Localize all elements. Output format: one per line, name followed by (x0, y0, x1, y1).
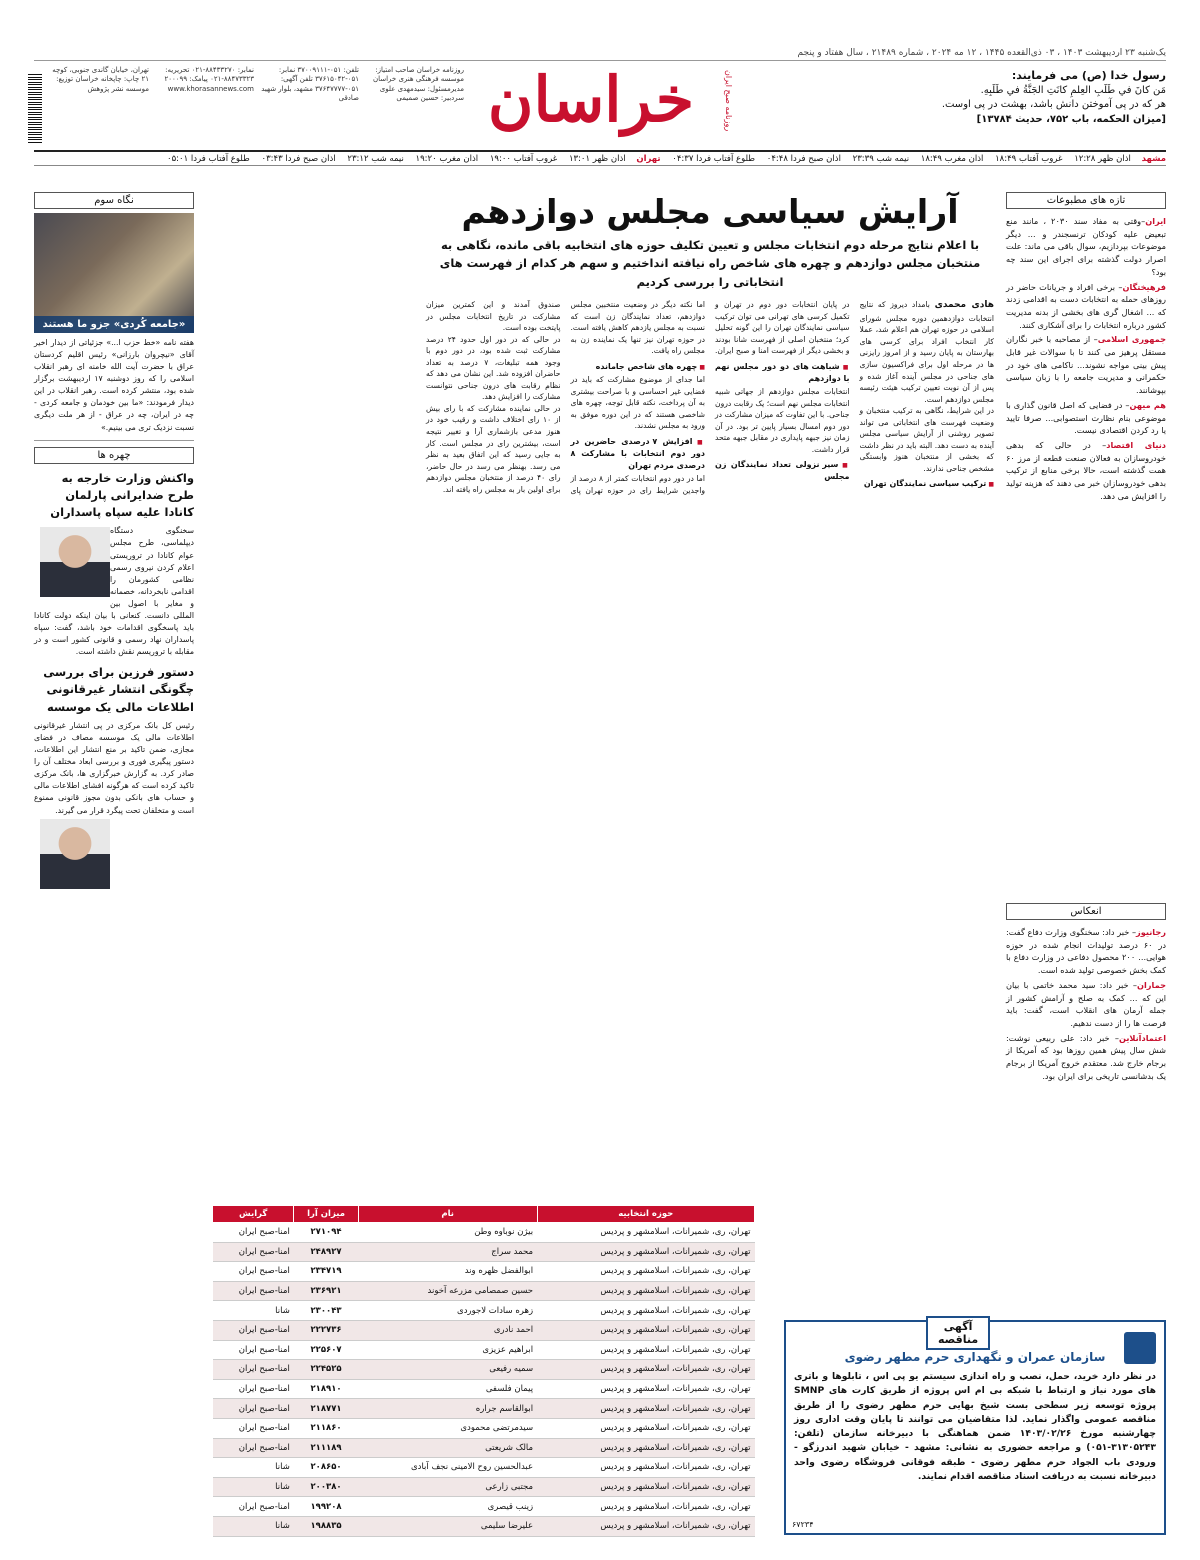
article-paragraph: در این شرایط، نگاهی به ترکیب منتخبان و وضعیت فهرست های انتخاباتی می تواند تصویر روشنی از آرایش سیاسی مجلس آینده به دست دهد. البته باید در نظر داشت که بخشی از منتخبان هنوز وابستگی مشخص جناحی ندارند. (859, 406, 994, 473)
news-photo[interactable] (34, 213, 194, 333)
results-table (212, 1205, 755, 1537)
district-cell: تهران، ری، شمیرانات، اسلامشهر و پردیس (537, 1516, 754, 1536)
press-item[interactable] (1006, 399, 1166, 437)
district-cell: تهران، ری، شمیرانات، اسلامشهر و پردیس (537, 1360, 754, 1380)
name-cell: سمیه رفیعی (358, 1360, 537, 1380)
article-subheading: ■ افزایش ۷ درصدی حاضرین در دور دوم انتخابات با مشارکت ۸ درصدی مردم تهران (571, 436, 706, 472)
table-row (213, 1438, 755, 1458)
hadith-arabic: مَن كانَ في طَلَبِ العِلمِ كانَتِ الجَنَّةُ في طَلَبِهِ. (980, 84, 1166, 96)
name-cell: مالک شریعتی (358, 1438, 537, 1458)
affiliation-cell: امنا-صبح ایران (213, 1223, 294, 1243)
table-row (213, 1340, 755, 1360)
table-row (213, 1223, 755, 1243)
table-row (213, 1516, 755, 1536)
name-cell: پیمان فلسفی (358, 1379, 537, 1399)
votes-cell: ۱۹۹۲۰۸ (294, 1497, 358, 1517)
affiliation-cell: امنا-صبح ایران (213, 1438, 294, 1458)
article-subheading: ■ ترکیب سیاسی نمایندگان تهران (860, 478, 995, 490)
district-cell: تهران، ری، شمیرانات، اسلامشهر و پردیس (537, 1399, 754, 1419)
barcode-icon (28, 74, 42, 144)
article-body (426, 299, 994, 1284)
ad-badge-type: مناقصه (938, 1333, 979, 1347)
votes-cell: ۲۰۸۶۵۰ (294, 1458, 358, 1478)
imprint-col: تهران، خیابان گاندی جنوبی، کوچه ۲۱ چاپ: چاپخانه خراسان توزیع: موسسه نشر پژوهش (52, 66, 149, 93)
masthead (34, 60, 1166, 148)
article-paragraph: در حالی که در دور اول حدود ۲۴ درصد مشارکت ثبت شده بود، در دور دوم با وجود همه تبلیغات، ۷ درصد به تعداد حاضران افزوده شد. این نشان می دهد که نظام رقابت های درون جناحی نتوانست مشارکت را افزایش دهد. (426, 334, 561, 402)
votes-cell: ۲۴۸۹۲۷ (294, 1242, 358, 1262)
reflection-item[interactable] (1006, 1032, 1166, 1083)
votes-cell: ۱۹۸۸۳۵ (294, 1516, 358, 1536)
press-source: ایران (1145, 216, 1166, 226)
city-mashhad: مشهد (1141, 154, 1166, 164)
affiliation-cell: امنا-صبح ایران (213, 1340, 294, 1360)
votes-cell: ۲۱۸۹۱۰ (294, 1379, 358, 1399)
table-row (213, 1418, 755, 1438)
name-cell: ابوالقاسم جراره (358, 1399, 537, 1419)
district-cell: تهران، ری، شمیرانات، اسلامشهر و پردیس (537, 1262, 754, 1282)
left-column (34, 192, 194, 891)
name-cell: احمد نادری (358, 1320, 537, 1340)
press-source: هم میهن (1129, 399, 1166, 410)
news-body (34, 720, 194, 817)
name-cell: سیدمرتضی محمودی (358, 1418, 537, 1438)
press-source: فرهیختگان (1122, 281, 1166, 292)
district-cell: تهران، ری، شمیرانات، اسلامشهر و پردیس (537, 1301, 754, 1321)
article-paragraph: اما در دور دوم انتخابات کمتر از ۸ درصد از واجدین شرایط رای در حوزه تهران پای صندوق آمدند و این کمترین میزان مشارکت در تاریخ انتخابات مجلس در پایتخت بوده است. (426, 300, 705, 495)
article-subheading: ■ سیر نزولی تعداد نمایندگان زن مجلس (715, 459, 850, 483)
reflection-item[interactable] (1006, 979, 1166, 1030)
ad-body: در نظر دارد خرید، حمل، نصب و راه اندازی سیستم یو پی اس ، تابلوها و باتری های مورد نیاز و ارتباط با شبکه بی ام اس پروژه از طریق کارت های SMNP پروژه توسعه زیر سطحی بست شیخ بهایی حرم مطهر رضوی را از طریق مناقصه عمومی واگذار نماید. لذا متقاضیان می توانند تا پایان وقت اداری روز چهارشنبه مورخ ۱۴۰۳/۰۲/۲۶ ضمن هماهنگی با دبیرخانه سازمان (تلفن: ۳۱۳۰۵۲۴۳-۰۵۱) و مراجعه حضوری به نشانی: مشهد - خیابان شهید اندرزگو - ورودی باب الجواد حرم مطهر رضوی - طبقه فوقانی فروشگاه رضوی واحد دبیرخانه نسبت به دریافت اسناد مناقصه اقدام نمایند. (794, 1371, 1156, 1482)
photo-story: هفته نامه «خط حزب ا...» جزئیاتی از دیدار اخیر آقای «نیچروان بارزانی» رئیس اقلیم کردستان عراق با حضرت آیت الله خامنه ای رهبر انقلاب اسلامی را که روز دوشنبه ۱۷ اردیبهشت برگزار شده بود، منتشر کرده است. رهبر انقلاب در این دیدار فرمودند: «ما بین خودمان و جامعه کردی - چه در ایران، چه در عراق - از هر ملت دیگری نسبت نزدیک تری می بینیم.» (34, 338, 194, 432)
reflection-source: اعتمادآنلاین (1118, 1032, 1166, 1043)
article-subheading: ■ چهره های شاخص جامانده (571, 361, 706, 373)
article-paragraph: در پایان انتخابات دور دوم در تهران و تکمیل کرسی های تهرانی می توان ترکیب سیاسی نمایندگان تهران را این گونه تحلیل کرد؛ منتخبان اصلی از فهرست شانا بودند و بخشی دیگر از فهرست امنا و صبح ایران. (715, 300, 850, 356)
hadith-persian: هر كه در پى آموختن دانش باشد، بهشت در پى اوست. (941, 99, 1166, 111)
photo-caption: «جامعه کُردی» جزو ما هستند (34, 316, 194, 333)
news-text: رئیس کل بانک مرکزی در پی انتشار غیرقانونی اطلاعات مالی یک موسسه مصاف در فضای مجازی، ضمن تاکید بر منع انتشار این اطلاعات، دستور پیگیری فوری و بررسی ابعاد مختلف آن را صادر کرد. به گزارش خبرگزاری ها، بانک مرکزی تاکید کرده است که هرگونه افشای اطلاعات مالی و حساب های بانکی بدون مجوز قانونی ممنوع است و متخلفان تحت پیگرد قرار می گیرند. (34, 720, 194, 815)
article-paragraph: در حالی نماینده مشارکت که با رای بیش از ۱۰ رای اختلاف داشت و رقیب خود در هنوز مدعی بازشماری آرا و تغییر نتیجه است، بیشترین رای در مجلس است. کار به جایی رسید که این اتفاق بعید به نظر می رسد. بهنظر می رسد در حال حاضر، رای ۴۰ درصد از منتخبان مجلس دوازدهم برای اولین بار به مجلس راه یافته اند. (426, 403, 561, 494)
press-text: – در فضایی که اصل قانون گذاری با موضوعی بنام نظارت استصوابی... صرفا تایید یا رد کردن اقتصادی نیست. (1006, 399, 1166, 436)
article-paragraph: انتخابات مجلس دوازدهم از جهاتی شبیه انتخابات مجلس نهم است؛ یک رقابت درون جناحی. با این تفاوت که میزان مشارکت در دور دوم امسال بسیار پایین تر بود. در آن زمان نیز جبهه پایداری در مقابل جبهه متحد قرار داشت. (715, 387, 850, 454)
spokesman-portrait (40, 527, 110, 597)
name-cell: عبدالحسین روح الامینی نجف آبادی (358, 1458, 537, 1478)
affiliation-cell: امنا-صبح ایران (213, 1497, 294, 1517)
prayer-time: غروب آفتاب ۱۸:۴۹ (995, 154, 1063, 164)
ad-badge-label: آگهی (943, 1320, 973, 1333)
imprint-col: روزنامه خراسان صاحب امتیاز: موسسه فرهنگی هنری خراسان مدیرمسئول: سیدمهدی علوی سردبیر: حسین صمیمی (372, 66, 464, 103)
tender-advertisement[interactable] (784, 1320, 1166, 1535)
affiliation-cell: شانا (213, 1301, 294, 1321)
article-paragraph: بامداد دیروز که نتایج انتخابات دوازدهمین دوره مجلس شورای اسلامی در حوزه تهران هم اعلام شد، عملا کار انتخاب افراد برای کرسی های بهارستان به پایان رسید و از امروز رایزنی ها در مرحله اول برای فراکسیون سازی های جناحی در مجلس آینده آغاز شده و پس از آن نوبت تعیین ترکیب هیئت رئیسه مجلس دوازدهم است. (859, 300, 994, 404)
name-cell: مجتبی زارعی (358, 1477, 537, 1497)
press-item[interactable] (1006, 281, 1166, 332)
prayer-time: طلوع آفتاب فردا ۰۵:۰۱ (167, 154, 250, 164)
district-cell: تهران، ری، شمیرانات، اسلامشهر و پردیس (537, 1438, 754, 1458)
district-cell: تهران، ری، شمیرانات، اسلامشهر و پردیس (537, 1320, 754, 1340)
affiliation-cell: امنا-صبح ایران (213, 1360, 294, 1380)
table-row (213, 1320, 755, 1340)
district-cell: تهران، ری، شمیرانات، اسلامشهر و پردیس (537, 1242, 754, 1262)
dateline: یک‌شنبه ۲۳ اردیبهشت ۱۴۰۳ ،‌ ۰۳ ذی‌القعده ۱۴۴۵ ،‌ ۱۲ مه ۲۰۲۴ ، شماره ۲۱۴۸۹ ، سال هفتاد و پنجم (34, 48, 1166, 61)
table-row (213, 1281, 755, 1301)
table-row (213, 1458, 755, 1478)
reflection-text: – خبر داد: علی ربیعی نوشت: شش سال پیش همین روزها بود که آمریکا از برجام خارج شد. معتقدم خروج آمریکا از برجام یک بدشانسی تاریخی برای ایران بود. (1006, 1032, 1166, 1081)
imprint-col: نمابر: ۸۸۴۳۳۲۷۰-۰۲۱ تحریریه: ۸۸۴۷۳۳۲۳-۰۲۱ پیامک: ۲۰۰۰۹۹ www.khorasannews.com (164, 66, 254, 93)
name-cell: زهره سادات لاجوردی (358, 1301, 537, 1321)
prayer-time: اذان ظهر ۱۲:۲۸ (1074, 154, 1131, 164)
logo-text: خراسان (487, 63, 695, 136)
affiliation-cell: امنا-صبح ایران (213, 1242, 294, 1262)
city-tehran: تهران (636, 154, 661, 164)
hadith-box (876, 68, 1166, 127)
article-lead: با اعلام نتایج مرحله دوم انتخابات مجلس و تعیین تکلیف حوزه های انتخابیه باقی مانده، نگاهی به منتخبان مجلس دوازدهم و چهره های شاخص راه نیافته انداختیم و سهم هر کدام از فهرست های انتخاباتی را بررسی کردیم (439, 238, 981, 289)
reflection-section (1006, 903, 1166, 1084)
affiliation-cell: امنا-صبح ایران (213, 1379, 294, 1399)
article-paragraph: اما نکته دیگر در وضعیت منتخبین مجلس دوازدهم، تعداد نمایندگان زن است که نسبت به مجلس یازدهم کاهش یافته است. در حوزه تهران نیز تنها یک نماینده زن به مجلس راه یافت. (570, 300, 705, 356)
ad-badge (926, 1316, 990, 1350)
affiliation-cell: امنا-صبح ایران (213, 1399, 294, 1419)
press-text: – از مصاحبه با خبر نگاران مستقل پرهیز می کنند تا با سوالات غیر قابل پیش بینی مواجه نشوند... ناکامی های خود در حکمرانی و مدیریت جامعه را با زبان سیاسی بپوشانند. (1006, 334, 1166, 396)
logo-subtitle: روزنامه صبح ایران (724, 70, 733, 132)
reflection-title: انعکاس (1006, 903, 1166, 920)
ad-organization: سازمان عمران و نگهداری حرم مطهر رضوی (844, 1350, 1106, 1364)
faces-title: چهره ها (34, 447, 194, 464)
prayer-time: نیمه شب ۲۳:۳۹ (852, 154, 910, 164)
article-paragraph: اما جدای از موضوع مشارکت که باید در فضایی غیر احساسی و با صراحت بیشتری به آن پرداخت، نکته قابل توجه، چهره های شاخصی هستند که در این دوره موفق به ورود به مجلس نشدند. (570, 374, 705, 431)
imprint-info (34, 66, 464, 104)
district-cell: تهران، ری، شمیرانات، اسلامشهر و پردیس (537, 1477, 754, 1497)
press-item[interactable] (1006, 215, 1166, 279)
votes-cell: ۲۷۱۰۹۴ (294, 1223, 358, 1243)
press-text: – در حالی که بدهی خودروسازان به فعالان صنعت قطعه از مرز ۶۰ همت گذشته است، حالا برخی منابع از ترکیب بدهی خودروسازان خبر می دهند که هزینه تولید را افزایش می دهد. (1006, 439, 1166, 501)
hadith-reference: [میزان الحکمه، باب ۷۵۲، حدیث ۱۳۷۸۴] (976, 113, 1166, 125)
press-source: دنیای اقتصاد (1106, 439, 1167, 450)
main-article (426, 192, 994, 1284)
affiliation-cell: شانا (213, 1458, 294, 1478)
votes-cell: ۲۱۱۱۸۹ (294, 1438, 358, 1458)
table-row (213, 1399, 755, 1419)
district-cell: تهران، ری، شمیرانات، اسلامشهر و پردیس (537, 1281, 754, 1301)
article-title[interactable]: آرایش سیاسی مجلس دوازدهم (461, 192, 959, 231)
name-cell: بیژن نوباوه وطن (358, 1223, 537, 1243)
prayer-time: اذان مغرب ۱۸:۴۹ (920, 154, 984, 164)
table-row (213, 1262, 755, 1282)
press-item[interactable] (1006, 333, 1166, 397)
district-cell: تهران، ری، شمیرانات، اسلامشهر و پردیس (537, 1418, 754, 1438)
organization-logo-icon (1124, 1332, 1156, 1364)
votes-cell: ۲۱۸۷۷۱ (294, 1399, 358, 1419)
prayer-time: اذان صبح فردا ۰۳:۴۳ (261, 154, 336, 164)
name-cell: ابوالفضل ظهره وند (358, 1262, 537, 1282)
reflection-text: – خبر داد: سخنگوی وزارت دفاع گفت: در ۶۰ درصد تولیدات انجام شده در حوزه هوایی... ۲۰۰ محصول دفاعی در وزارت دفاع با کمک بخش خصوصی تولید شده است. (1006, 927, 1167, 976)
press-review-sidebar (1006, 192, 1166, 504)
votes-cell: ۲۳۶۹۲۱ (294, 1281, 358, 1301)
table-row (213, 1497, 755, 1517)
name-cell: علیرضا سلیمی (358, 1516, 537, 1536)
table-row (213, 1301, 755, 1321)
ad-code: ۶۷۲۳۴ (792, 1520, 814, 1529)
reflection-item[interactable] (1006, 926, 1166, 977)
news-headline[interactable]: دستور فرزین برای بررسی چگونگی انتشار غیرقانونی اطلاعات مالی یک موسسه (43, 665, 194, 714)
votes-cell: ۲۱۱۸۶۰ (294, 1418, 358, 1438)
press-text: – برخی افراد و جریانات حاضر در روزهای حمله به انتخابات دست به اقدامی زدند که ... اشغال گری های بخشی از بدنه مدیریت کشور درباره انتخابات را برای آشکاری کنند. (1006, 281, 1166, 330)
third-view-title: نگاه سوم (34, 192, 194, 209)
column-header: حوزه انتخابیه (537, 1206, 754, 1223)
prayer-time: اذان صبح فردا ۰۴:۴۸ (766, 154, 841, 164)
votes-cell: ۲۳۴۷۱۹ (294, 1262, 358, 1282)
table-row (213, 1477, 755, 1497)
column-header: میزان آرا (294, 1206, 358, 1223)
table-row (213, 1360, 755, 1380)
news-headline[interactable]: واکنش وزارت خارجه به طرح ضدایرانی پارلمان کانادا علیه سپاه پاسداران (50, 470, 194, 520)
reflection-source: رجانیوز (1136, 927, 1166, 937)
district-cell: تهران، ری، شمیرانات، اسلامشهر و پردیس (537, 1458, 754, 1478)
affiliation-cell: امنا-صبح ایران (213, 1262, 294, 1282)
name-cell: حسین صمصامی مزرعه آخوند (358, 1281, 537, 1301)
table-header-row (213, 1206, 755, 1223)
news-text: سخنگوی دستگاه دیپلماسی، طرح مجلس عوام کانادا در تروریستی اعلام کردن نیروی رسمی نظامی کشورمان را اقدامی نابخردانه، خصمانه و مغایر با اصول بین المللی دانست. کنعانی با بیان اینکه دولت کانادا باید پاسخگوی اقدامات خود باشد، گفت: سپاه پاسداران نهاد رسمی و قانونی کشور است و در مقابله با تروریسم نقش داشته است. (34, 526, 194, 657)
prayer-times-bar (34, 150, 1166, 166)
votes-cell: ۲۰۰۳۸۰ (294, 1477, 358, 1497)
imprint-col: تلفن: ۰۵۱-۳۷۰۰۹۱۱۱ نمابر: ۰۵۱-۳۷۶۱۵۰۴۲ تلفن آگهی: ۰۵۱-۳۷۶۴۷۷۷۷ مشهد، بلوار شهید صادقی (261, 66, 359, 103)
affiliation-cell: شانا (213, 1516, 294, 1536)
votes-cell: ۲۲۵۶۰۷ (294, 1340, 358, 1360)
press-item[interactable] (1006, 439, 1166, 503)
newspaper-logo[interactable] (471, 60, 733, 145)
district-cell: تهران، ری، شمیرانات، اسلامشهر و پردیس (537, 1497, 754, 1517)
press-text: –وقتی به مفاد سند ۲۰۳۰ ، مانند منع تبعیض علیه کودکان ترنسجندر و ... دیگر موضوعات بپردازیم، سوال باقی می ماند: علت اصرار دولت گذشته برای اجرای این سند چه بود؟ (1006, 216, 1166, 277)
column-header: گرایش (213, 1206, 294, 1223)
votes-cell: ۲۲۴۵۲۵ (294, 1360, 358, 1380)
article-subheading: ■ شباهت های دو دور مجلس نهم با دوازدهم (715, 361, 850, 385)
prayer-time: اذان ظهر ۱۳:۰۱ (568, 154, 626, 164)
table-row (213, 1242, 755, 1262)
prayer-time: اذان مغرب ۱۹:۲۰ (415, 154, 479, 164)
name-cell: ابراهیم عزیزی (358, 1340, 537, 1360)
table-row (213, 1379, 755, 1399)
affiliation-cell: شانا (213, 1477, 294, 1497)
governor-portrait (40, 819, 110, 889)
sidebar-title: تازه های مطبوعات (1006, 192, 1166, 209)
news-body (34, 525, 194, 658)
name-cell: زینب قیصری (358, 1497, 537, 1517)
name-cell: محمد سراج (358, 1242, 537, 1262)
hadith-title: رسول خدا (ص) می فرمایند: (1011, 69, 1166, 82)
district-cell: تهران، ری، شمیرانات، اسلامشهر و پردیس (537, 1379, 754, 1399)
press-source: جمهوری اسلامی (1097, 334, 1166, 345)
prayer-time: نیمه شب ۲۳:۱۲ (347, 154, 404, 164)
affiliation-cell: امنا-صبح ایران (213, 1418, 294, 1438)
article-author: هادی محمدی (934, 300, 994, 311)
affiliation-cell: امنا-صبح ایران (213, 1281, 294, 1301)
district-cell: تهران، ری، شمیرانات، اسلامشهر و پردیس (537, 1340, 754, 1360)
prayer-time: غروب آفتاب ۱۹:۰۰ (489, 154, 558, 164)
affiliation-cell: امنا-صبح ایران (213, 1320, 294, 1340)
votes-cell: ۲۲۲۷۳۶ (294, 1320, 358, 1340)
reflection-source: جماران (1137, 979, 1166, 990)
reflection-text: – خبر داد: سید محمد خاتمی با بیان این که ... کمک به صلح و آرامش کشور از جمله آرمان های انقلاب است، گفت: باید فرصت ها را از دست ندهیم. (1006, 979, 1166, 1028)
votes-cell: ۲۳۰۰۴۳ (294, 1301, 358, 1321)
prayer-time: طلوع آفتاب فردا ۰۴:۳۷ (672, 154, 756, 164)
district-cell: تهران، ری، شمیرانات، اسلامشهر و پردیس (537, 1223, 754, 1243)
column-header: نام (358, 1206, 537, 1223)
